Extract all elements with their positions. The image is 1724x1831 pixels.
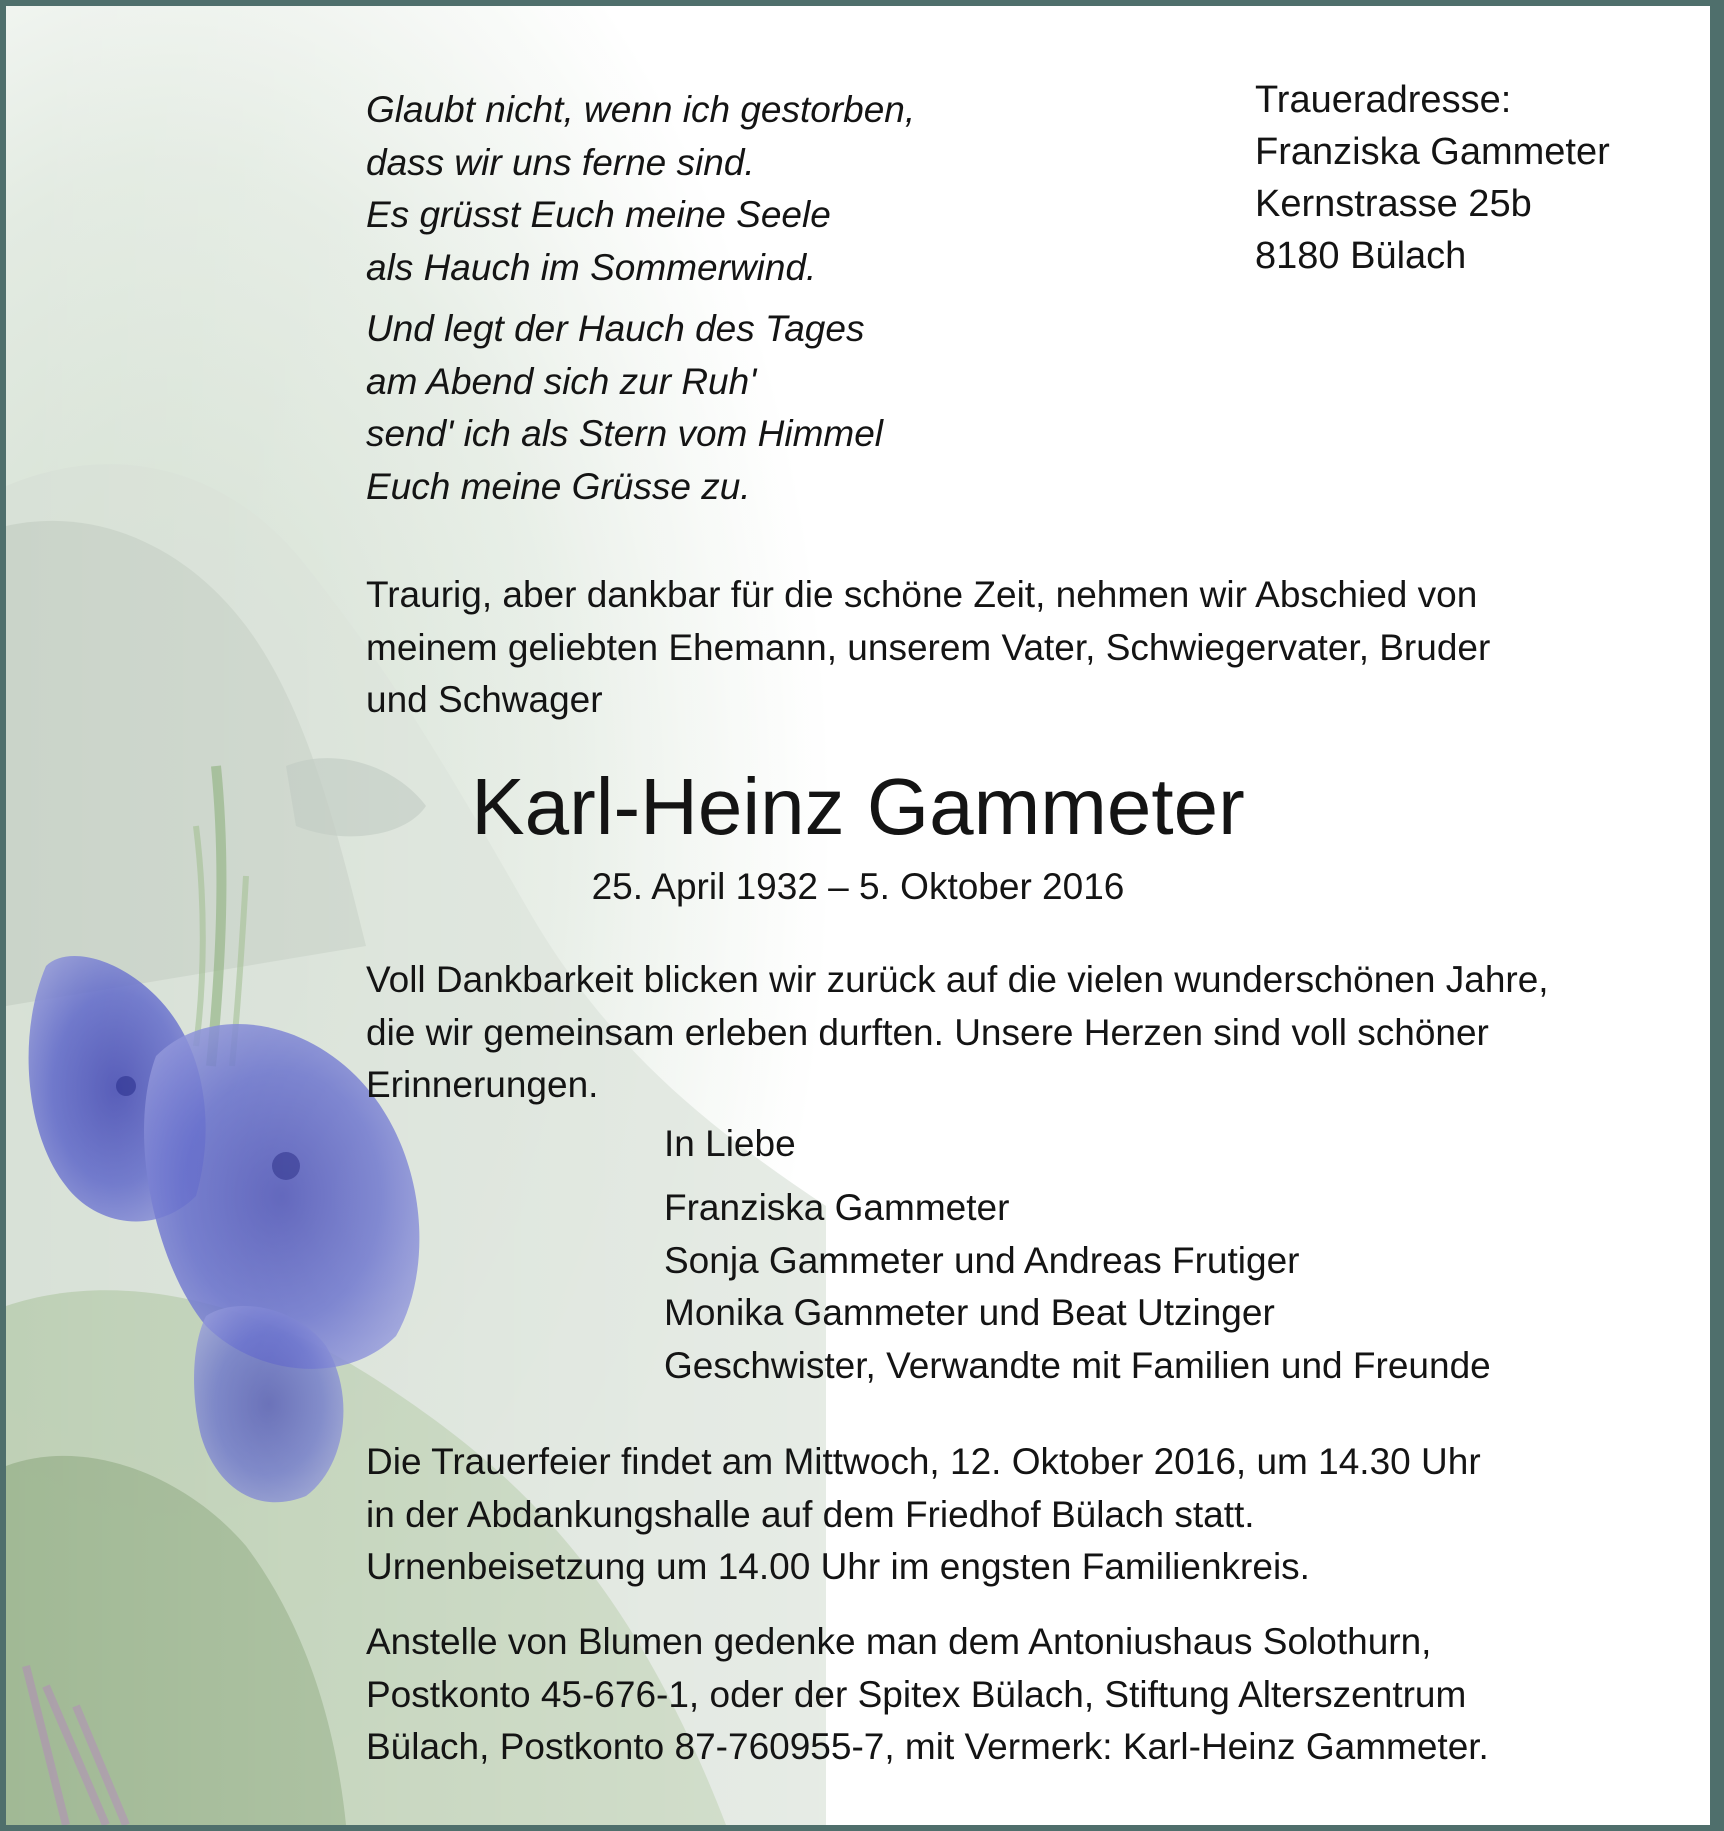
mourner-item: Franziska Gammeter <box>664 1187 1010 1228</box>
life-dates: 25. April 1932 – 5. Oktober 2016 <box>591 866 1125 907</box>
donation-notice <box>366 1616 1489 1774</box>
poem-stanza-1 <box>366 84 915 294</box>
address-street: Kernstrasse 25b <box>1255 183 1532 225</box>
intro-line: meinem geliebten Ehemann, unserem Vater, Schwiegervater, Bruder <box>366 626 1491 668</box>
address-city: 8180 Bülach <box>1255 235 1467 277</box>
donation-line: Postkonto 45-676-1, oder der Spitex Bülach, Stiftung Alterszentrum <box>366 1673 1467 1715</box>
ceremony-line: in der Abdankungshalle auf dem Friedhof Bülach statt. <box>366 1493 1255 1535</box>
mourners-list <box>664 1182 1491 1392</box>
poem-line: dass wir uns ferne sind. <box>366 141 755 183</box>
poem-line: send' ich als Stern vom Himmel <box>366 413 884 454</box>
ceremony-line: Urnenbeisetzung um 14.00 Uhr im engsten Familienkreis. <box>366 1546 1310 1587</box>
address-name: Franziska Gammeter <box>1255 131 1610 173</box>
poem-line: am Abend sich zur Ruh' <box>366 360 757 402</box>
funeral-address <box>1255 74 1610 282</box>
mourner-item: Monika Gammeter und Beat Utzinger <box>664 1292 1275 1333</box>
poem-stanza-2 <box>366 303 883 513</box>
ceremony-line: Die Trauerfeier findet am Mittwoch, 12. Oktober 2016, um 14.30 Uhr <box>366 1441 1481 1482</box>
gratitude-line: Erinnerungen. <box>366 1064 599 1105</box>
signoff-text: In Liebe <box>664 1123 796 1164</box>
mourner-item: Geschwister, Verwandte mit Familien und Freunde <box>664 1344 1491 1386</box>
farewell-intro <box>366 569 1490 727</box>
poem-line: Es grüsst Euch meine Seele <box>366 194 831 235</box>
mourner-item: Sonja Gammeter und Andreas Frutiger <box>664 1239 1300 1281</box>
deceased-name: Karl-Heinz Gammeter <box>471 762 1245 851</box>
signoff <box>664 1118 796 1171</box>
ceremony-details <box>366 1436 1481 1594</box>
poem-line: Glaubt nicht, wenn ich gestorben, <box>366 89 916 130</box>
poem-line: als Hauch im Sommerwind. <box>366 246 817 288</box>
donation-line: Anstelle von Blumen gedenke man dem Antoniushaus Solothurn, <box>366 1621 1432 1662</box>
gratitude-line: Voll Dankbarkeit blicken wir zurück auf die vielen wunderschönen Jahre, <box>366 959 1549 1000</box>
donation-line: Bülach, Postkonto 87-760955-7, mit Vermerk: Karl-Heinz Gammeter. <box>366 1726 1489 1767</box>
poem-line: Und legt der Hauch des Tages <box>366 308 865 349</box>
address-label: Traueradresse: <box>1255 79 1512 121</box>
intro-line: Traurig, aber dankbar für die schöne Zeit, nehmen wir Abschied von <box>366 574 1478 615</box>
poem-line: Euch meine Grüsse zu. <box>366 465 751 507</box>
intro-line: und Schwager <box>366 679 603 720</box>
gratitude-line: die wir gemeinsam erleben durften. Unsere Herzen sind voll schöner <box>366 1011 1489 1053</box>
gratitude-paragraph <box>366 954 1549 1112</box>
